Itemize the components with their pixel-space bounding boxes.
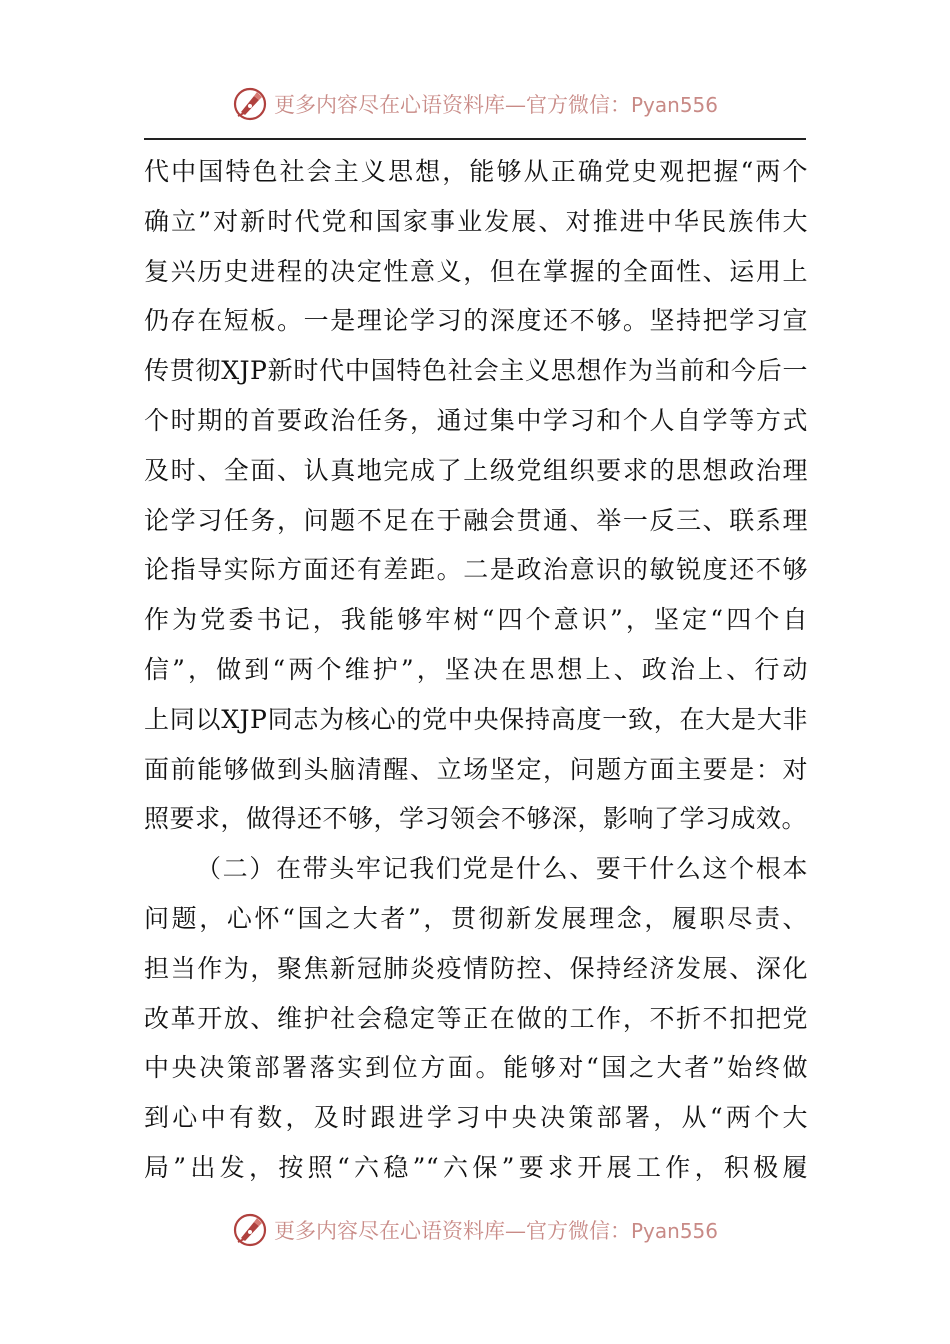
watermark-label: 更多内容尽在心语资料库—官方微信： <box>273 93 631 117</box>
watermark-banner <box>232 1212 718 1248</box>
text-line: 个时期的首要政治任务，通过集中学习和个人自学等方式 <box>144 405 808 435</box>
watermark-wechat-id: Pyan556 <box>630 93 718 117</box>
document-body <box>144 147 808 1193</box>
text-line: 作为党委书记，我能够牢树“四个意识”，坚定“四个自 <box>144 605 808 635</box>
text-line: 担当作为，聚焦新冠肺炎疫情防控、保持经济发展、深化 <box>144 953 808 983</box>
text-line: 面前能够做到头脑清醒、立场坚定，问题方面主要是：对 <box>144 754 808 784</box>
watermark-text <box>274 1215 718 1245</box>
header-divider <box>144 138 806 140</box>
text-line: 复兴历史进程的决定性意义，但在掌握的全面性、运用上 <box>144 256 808 286</box>
text-line: 改革开放、维护社会稳定等正在做的工作，不折不扣把党 <box>144 1003 808 1033</box>
pen-nib-logo-icon <box>232 86 268 122</box>
text-line: 局”出发，按照“六稳”“六保”要求开展工作，积极履 <box>144 1152 808 1182</box>
text-line: 中央决策部署落实到位方面。能够对“国之大者”始终做 <box>144 1053 808 1083</box>
text-line: 论指导实际方面还有差距。二是政治意识的敏锐度还不够 <box>144 555 808 585</box>
section-heading-line: （二）在带头牢记我们党是什么、要干什么这个根本 <box>196 854 808 884</box>
text-line: 问题，心怀“国之大者”，贯彻新发展理念，履职尽责、 <box>144 903 808 933</box>
watermark-wechat-id: Pyan556 <box>630 1219 718 1243</box>
text-line: 上同以XJP同志为核心的党中央保持高度一致，在大是大非 <box>144 704 808 734</box>
text-line: 及时、全面、认真地完成了上级党组织要求的思想政治理 <box>144 455 808 485</box>
watermark-text <box>274 89 718 119</box>
pen-nib-logo-icon <box>232 1212 268 1248</box>
page-header-watermark <box>0 80 950 128</box>
page-footer-watermark <box>0 1206 950 1254</box>
watermark-banner <box>232 86 718 122</box>
text-line: 传贯彻XJP新时代中国特色社会主义思想作为当前和今后一 <box>144 356 808 386</box>
text-line: 确立”对新时代党和国家事业发展、对推进中华民族伟大 <box>144 206 808 236</box>
text-line: 仍存在短板。一是理论学习的深度还不够。坚持把学习宣 <box>144 306 808 336</box>
text-line: 到心中有数，及时跟进学习中央决策部署，从“两个大 <box>144 1103 808 1133</box>
text-line: 照要求，做得还不够，学习领会不够深，影响了学习成效。 <box>144 804 808 834</box>
text-line: 信”，做到“两个维护”，坚决在思想上、政治上、行动 <box>144 654 808 684</box>
text-line: 论学习任务，问题不足在于融会贯通、举一反三、联系理 <box>144 505 808 535</box>
watermark-label: 更多内容尽在心语资料库—官方微信： <box>273 1219 631 1243</box>
text-line: 代中国特色社会主义思想，能够从正确党史观把握“两个 <box>144 157 808 186</box>
